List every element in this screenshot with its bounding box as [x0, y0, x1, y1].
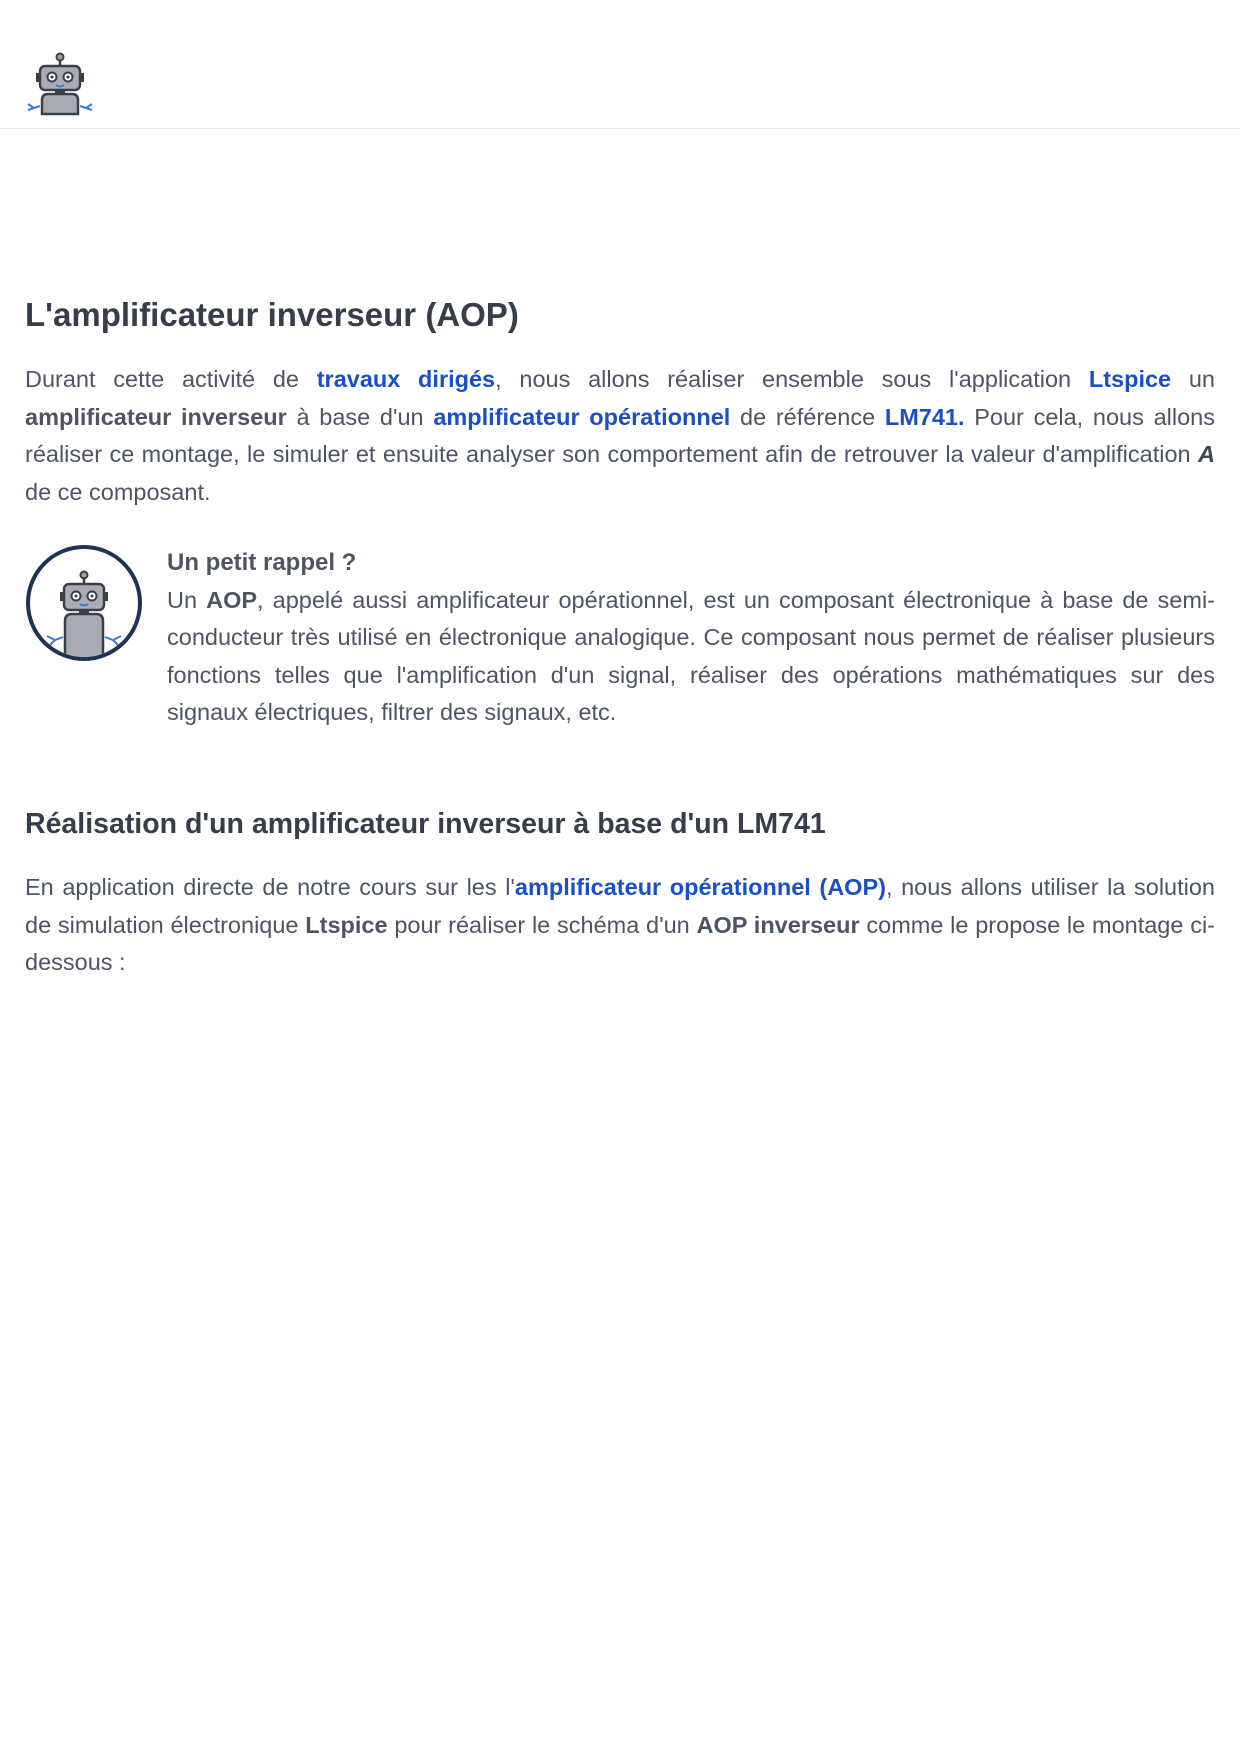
section-text: En application directe de notre cours sur les l' [25, 874, 515, 900]
intro-text: à base d'un [286, 403, 434, 430]
section-text: comme le propose le montage ci-dessous : [25, 911, 1216, 975]
amplificateur-operationnel-link[interactable]: amplificateur opérationnel [433, 403, 731, 430]
page-title: L'amplificateur inverseur (AOP) [25, 296, 519, 333]
section-text: , nous allons utiliser la solution de simulation électronique [25, 874, 1216, 938]
page-header [0, 0, 1240, 129]
section-title: Réalisation d'un amplificateur inverseur à base d'un LM741 [25, 808, 826, 840]
aop-course-link[interactable]: amplificateur opérationnel (AOP) [514, 874, 886, 900]
ltspice-link[interactable]: Ltspice [1088, 366, 1172, 392]
aop-inverseur-bold: AOP inverseur [696, 911, 860, 938]
rappel-title: Un petit rappel ? [167, 549, 357, 576]
aop-bold: AOP [206, 586, 258, 613]
ltspice-bold: Ltspice [305, 911, 388, 938]
intro-text: , nous allons réaliser ensemble sous l'application [495, 366, 1089, 392]
intro-text: de ce composant. [25, 478, 211, 505]
rappel-text: Un [167, 586, 207, 613]
amplification-symbol: A [1198, 441, 1215, 467]
section-paragraph [25, 869, 1215, 982]
intro-text: un [1171, 366, 1216, 392]
amplificateur-inverseur-bold: amplificateur inverseur [25, 403, 287, 430]
intro-text: Pour cela, nous allons réaliser ce montage, le simuler et ensuite analyser son comportement afin de retrouver la valeur d'amplification [25, 403, 1215, 467]
section-text: pour réaliser le schéma d'un [387, 911, 697, 938]
rappel-callout [167, 544, 1215, 732]
intro-text: Durant cette activité de [25, 366, 317, 392]
rappel-text: , appelé aussi amplificateur opérationnel, est un composant électronique à base de semi-conducteur très utilisé en électronique analogique. Ce composant nous permet de réaliser plusieurs fonctions telles que l'amplification d'un signal, réaliser des opérations mathématiques sur des signaux électriques, filtrer des signaux, etc. [167, 586, 1215, 725]
intro-paragraph [25, 361, 1215, 511]
intro-text: de référence [730, 403, 885, 430]
rappel-paragraph [167, 582, 1215, 732]
robot-avatar-icon [25, 544, 143, 662]
lm741-link[interactable]: LM741. [884, 403, 965, 430]
travaux-diriges-link[interactable]: travaux dirigés [316, 366, 496, 392]
robot-logo-icon [24, 52, 96, 116]
